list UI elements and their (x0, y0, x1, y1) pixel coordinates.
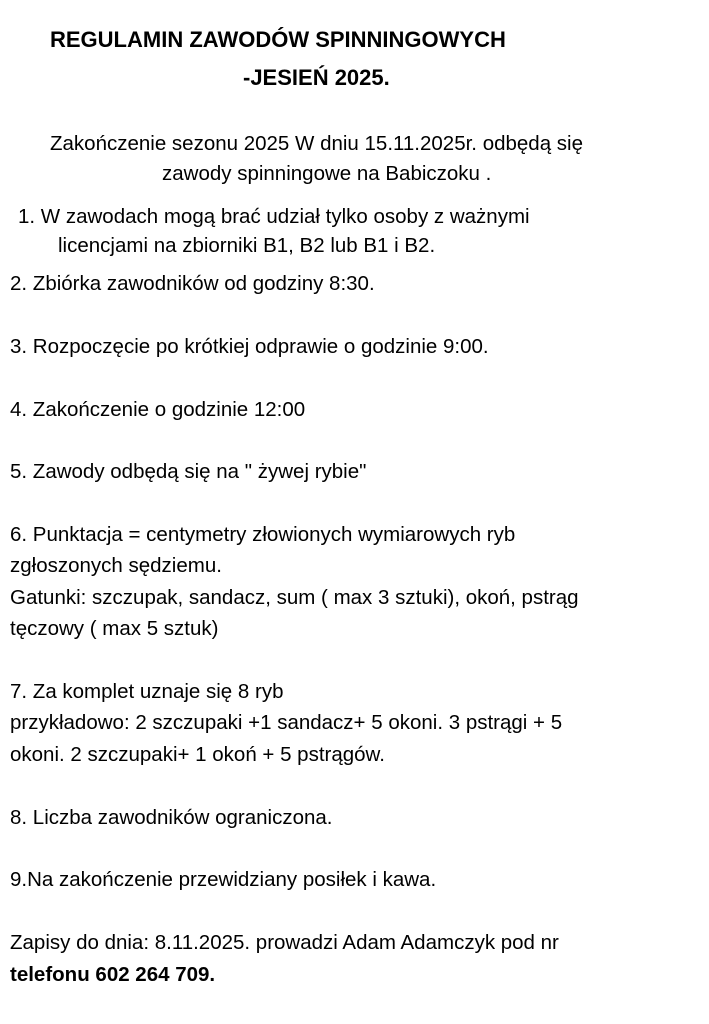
rule-6-line-4: tęczowy ( max 5 sztuk) (10, 617, 219, 640)
rule-6-line-3: Gatunki: szczupak, sandacz, sum ( max 3 sztuki), okoń, pstrąg (10, 586, 579, 609)
rule-4: 4. Zakończenie o godzinie 12:00 (10, 398, 306, 421)
rule-1-line-1: 1. W zawodach mogą brać udział tylko osoby z ważnymi (18, 205, 530, 228)
rule-8: 8. Liczba zawodników ograniczona. (10, 806, 333, 829)
page-title: REGULAMIN ZAWODÓW SPINNINGOWYCH (50, 27, 506, 52)
signup-line-1: Zapisy do dnia: 8.11.2025. prowadzi Adam Adamczyk pod nr (10, 931, 559, 954)
rule-6-line-1: 6. Punktacja = centymetry złowionych wymiarowych ryb (10, 523, 516, 546)
rule-9: 9.Na zakończenie przewidziany posiłek i kawa. (10, 868, 437, 891)
rule-2: 2. Zbiórka zawodników od godziny 8:30. (10, 272, 375, 295)
intro-line-2: zawody spinningowe na Babiczoku . (162, 162, 492, 185)
rule-3: 3. Rozpoczęcie po krótkiej odprawie o godzinie 9:00. (10, 335, 489, 358)
rule-7-line-3: okoni. 2 szczupaki+ 1 okoń + 5 pstrągów. (10, 743, 385, 766)
page-title-subtitle: -JESIEŃ 2025. (243, 65, 390, 90)
rule-1-line-2: licencjami na zbiorniki B1, B2 lub B1 i B2. (58, 234, 436, 257)
rule-7-line-2: przykładowo: 2 szczupaki +1 sandacz+ 5 okoni. 3 pstrągi + 5 (10, 711, 563, 734)
rule-6-line-2: zgłoszonych sędziemu. (10, 554, 222, 577)
rule-7-line-1: 7. Za komplet uznaje się 8 ryb (10, 680, 284, 703)
rule-5: 5. Zawody odbędą się na " żywej rybie" (10, 460, 367, 483)
intro-line-1: Zakończenie sezonu 2025 W dniu 15.11.2025r. odbędą się (50, 132, 583, 155)
signup-phone: telefonu 602 264 709. (10, 963, 216, 986)
